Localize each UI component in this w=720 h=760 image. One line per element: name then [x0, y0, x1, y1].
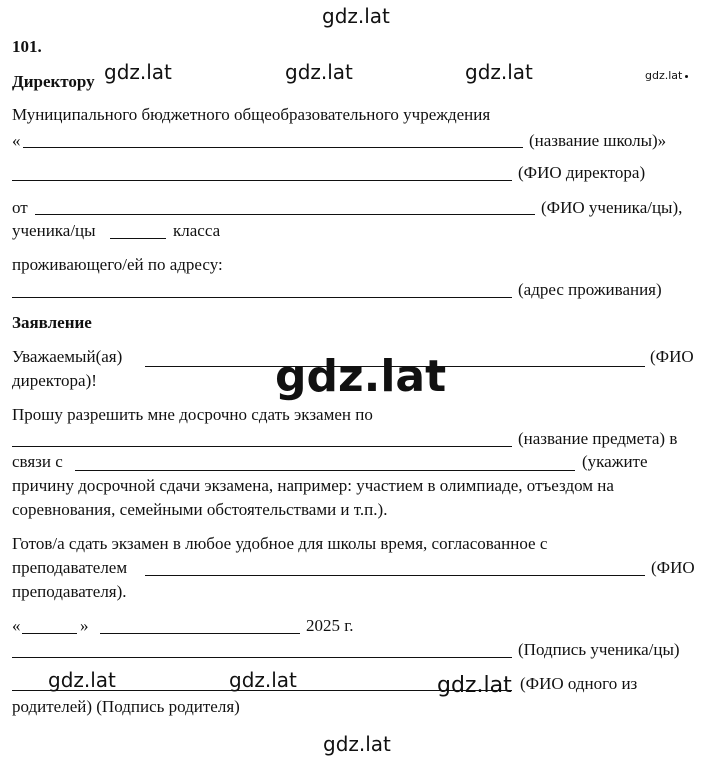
school-line: Муниципального бюджетного общеобразовательного учреждения — [12, 105, 491, 124]
request-line: Прошу разрешить мне досрочно сдать экзамен по — [12, 405, 373, 424]
student-label: ученика/цы — [12, 221, 96, 240]
reason-hint: (укажите — [582, 452, 648, 471]
subject-hint: (название предмета) в — [518, 429, 678, 448]
student-name-hint: (ФИО ученика/цы), — [541, 198, 683, 217]
blank-subject[interactable] — [12, 446, 512, 447]
addressee: Директору — [12, 72, 95, 91]
blank-school-name[interactable] — [23, 147, 523, 148]
blank-class[interactable] — [110, 238, 166, 239]
ready-line: Готов/а сдать экзамен в любое удобное для школы время, согласованное с — [12, 534, 548, 553]
teacher-label: преподавателем — [12, 558, 128, 577]
watermark-small-text: gdz.lat — [645, 69, 683, 82]
blank-director-name[interactable] — [12, 180, 512, 181]
date-close-quote: » — [80, 616, 89, 635]
watermark-large: gdz.lat — [275, 351, 447, 402]
address-label: проживающего/ей по адресу: — [12, 255, 223, 274]
heading-number: 101. — [12, 37, 42, 56]
blank-student-signature[interactable] — [12, 657, 512, 658]
greeting-end: директора)! — [12, 371, 97, 390]
watermark-text: gdz.lat — [104, 60, 172, 84]
watermark-text: gdz.lat — [323, 732, 391, 756]
teacher-fio: (ФИО — [651, 558, 695, 577]
parent-line-2: родителей) (Подпись родителя) — [12, 697, 240, 716]
student-sign-hint: (Подпись ученика/цы) — [518, 640, 680, 659]
blank-teacher[interactable] — [145, 575, 645, 576]
date-open-quote: « — [12, 616, 21, 635]
watermark-small — [645, 66, 688, 86]
blank-reason[interactable] — [75, 470, 575, 471]
from-label: от — [12, 198, 28, 217]
statement-title: Заявление — [12, 313, 92, 332]
year: 2025 г. — [306, 616, 354, 635]
teacher-end: преподавателя). — [12, 582, 127, 601]
reason-line-3: соревнования, семейными обстоятельствами и т.п.). — [12, 500, 388, 519]
watermark-text: gdz.lat — [48, 668, 116, 692]
watermark-text: gdz.lat — [229, 668, 297, 692]
greeting: Уважаемый(ая) — [12, 347, 123, 366]
watermark-text: gdz.lat — [465, 60, 533, 84]
director-name-hint: (ФИО директора) — [518, 163, 646, 182]
parent-fio-hint: (ФИО одного из — [520, 674, 638, 693]
greeting-fio: (ФИО — [650, 347, 694, 366]
blank-student-name[interactable] — [35, 214, 535, 215]
class-label: класса — [173, 221, 221, 240]
address-hint: (адрес проживания) — [518, 280, 662, 299]
watermark-text: gdz.lat — [285, 60, 353, 84]
blank-day[interactable] — [22, 633, 77, 634]
blank-month[interactable] — [100, 633, 300, 634]
reason-line-2: причину досрочной сдачи экзамена, например: участием в олимпиаде, отъездом на — [12, 476, 614, 495]
school-name-hint: (название школы)» — [529, 131, 667, 150]
watermark-text: gdz.lat — [437, 673, 512, 698]
open-quote: « — [12, 131, 21, 150]
blank-address[interactable] — [12, 297, 512, 298]
watermark-text: gdz.lat — [322, 4, 390, 28]
reason-start: связи с — [12, 452, 63, 471]
dot-icon — [685, 75, 688, 78]
